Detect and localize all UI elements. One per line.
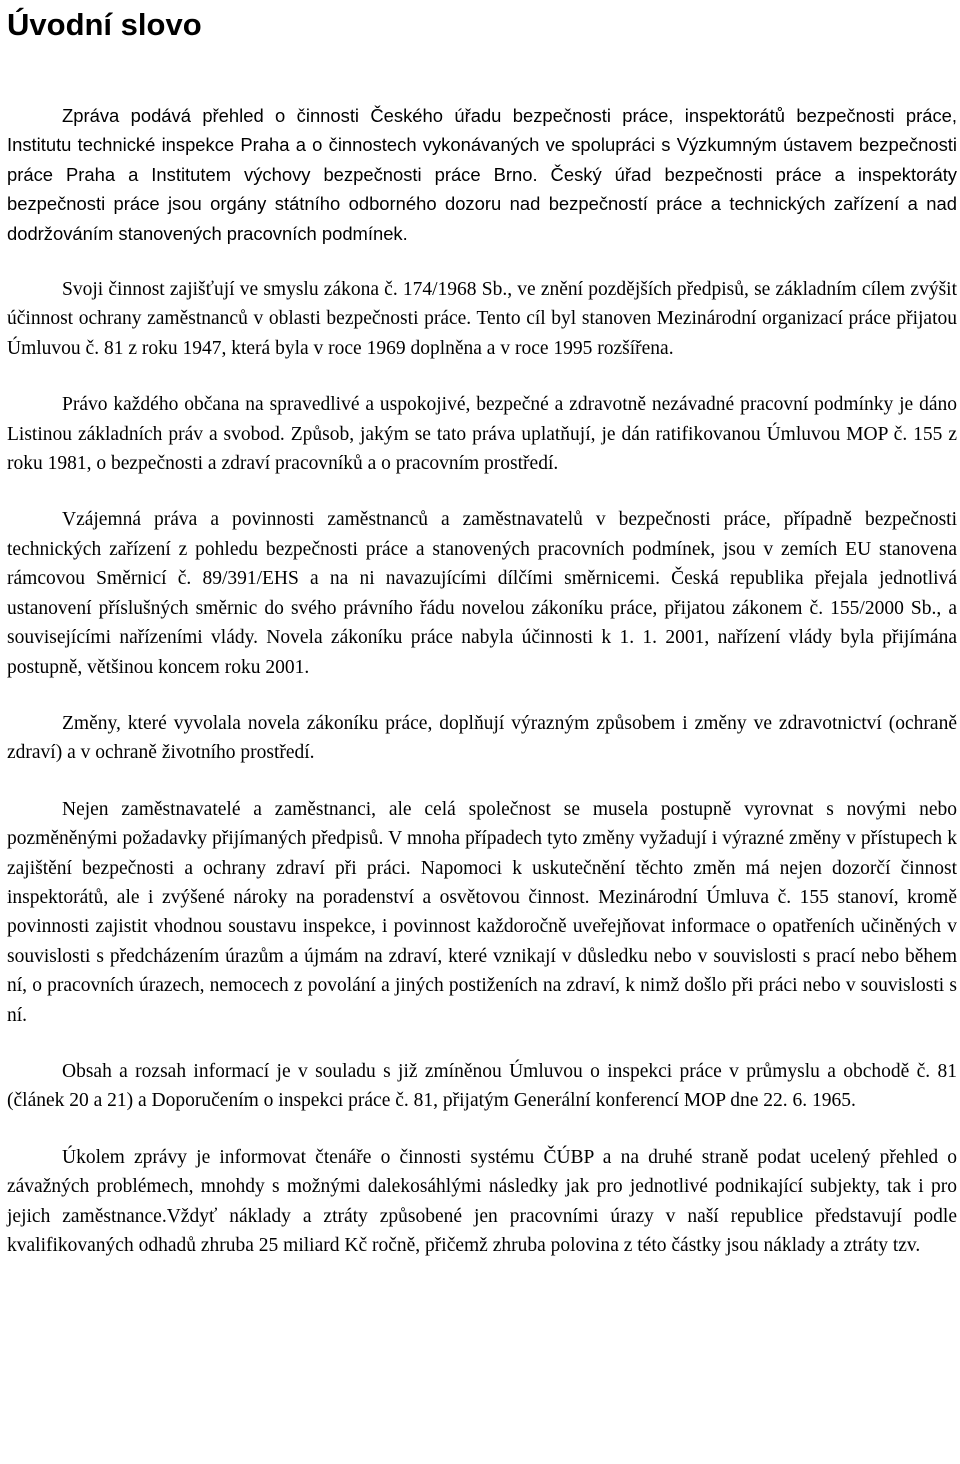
paragraph-3: Právo každého občana na spravedlivé a uspokojivé, bezpečné a zdravotně nezávadné pracovní podmínky je dáno Listinou základních práv a svobod. Způsob, jakým se tato práva uplatňují, je dán ratifikovanou Úmluvou MOP č. 155 z roku 1981, o bezpečnosti a zdraví pracovníků a o pracovním prostředí. <box>7 394 957 475</box>
paragraph-6: Nejen zaměstnavatelé a zaměstnanci, ale celá společnost se musela postupně vyrovnat s novými nebo pozměněnými požadavky přijímaných předpisů. V mnoha případech tyto změny vyžadují i výrazné změny v přístupech k zajištění bezpečnosti a ochrany zdraví při práci. Napomoci k uskutečnění těchto změn má nejen dozorčí činnost inspektorátů, ale i zvýšené nároky na poradenství a osvětovou činnost. Mezinárodní Úmluva č. 155 stanoví, kromě povinnosti zajistit vhodnou soustavu inspekce, i povinnost každoročně uveřejňovat informace o opatřeních učiněných v souvislosti s předcházením úrazům a újmám na zdraví, které vznikají v důsledku nebo v souvislosti s prací nebo během ní, o pracovních úrazech, nemocech z povolání a jiných postiženích na zdraví, k nimž došlo při práci nebo v souvislosti s ní. <box>7 798 957 1026</box>
paragraph-4: Vzájemná práva a povinnosti zaměstnanců a zaměstnavatelů v bezpečnosti práce, případně bezpečnosti technických zařízení z pohledu bezpečnosti práce a stanovených pracovních podmínek, jsou v zemích EU stanovena rámcovou Směrnicí č. 89/391/EHS a na ni navazujícími dílčími směrnicemi. Česká republika přejala jednotlivá ustanovení příslušných směrnic do svého právního řádu novelou zákoníku práce, přijatou zákonem č. 155/2000 Sb., a souvisejícími nařízeními vlády. Novela zákoníku práce nabyla účinnosti k 1. 1. 2001, nařízení vlády byla přijímána postupně, většinou koncem roku 2001. <box>7 509 957 678</box>
paragraph-2: Svoji činnost zajišťují ve smyslu zákona č. 174/1968 Sb., ve znění pozdějších předpisů, se základním cílem zvýšit účinnost ochrany zaměstnanců v oblasti bezpečnosti práce. Tento cíl byl stanoven Mezinárodní organizací práce přijatou Úmluvou č. 81 z roku 1947, která byla v roce 1969 doplněna a v roce 1995 rozšířena. <box>7 279 957 359</box>
document-page <box>7 0 957 1260</box>
paragraph-5: Změny, které vyvolala novela zákoníku práce, doplňují výrazným způsobem i změny ve zdravotnictví (ochraně zdraví) a v ochraně životního prostředí. <box>7 712 957 764</box>
paragraph-1: Zpráva podává přehled o činnosti Českého úřadu bezpečnosti práce, inspektorátů bezpečnosti práce, Institutu technické inspekce Praha a o činnostech vykonávaných ve spolupráci s Výzkumným ústavem bezpečnosti práce Praha a Institutem výchovy bezpečnosti práce Brno. Český úřad bezpečnosti práce a inspektoráty bezpečnosti práce jsou orgány státního odborného dozoru nad bezpečností práce a technických zařízení a nad dodržováním stanovených pracovních podmínek. <box>7 105 957 244</box>
page-title: Úvodní slovo <box>7 7 202 42</box>
paragraph-8: Úkolem zprávy je informovat čtenáře o činnosti systému ČÚBP a na druhé straně podat ucelený přehled o závažných problémech, mnohdy s možnými dalekosáhlými následky jak pro jednotlivé podnikající subjekty, tak i pro jejich zaměstnance.Vždyť náklady a ztráty způsobené jen pracovními úrazy v naší republice představují podle kvalifikovaných odhadů zhruba 25 miliard Kč ročně, přičemž zhruba polovina z této částky jsou náklady a ztráty tzv. <box>7 1146 957 1256</box>
paragraph-7: Obsah a rozsah informací je v souladu s již zmíněnou Úmluvou o inspekci práce v průmyslu a obchodě č. 81 (článek 20 a 21) a Doporučením o inspekci práce č. 81, přijatým Generální konferencí MOP dne 22. 6. 1965. <box>7 1060 957 1112</box>
